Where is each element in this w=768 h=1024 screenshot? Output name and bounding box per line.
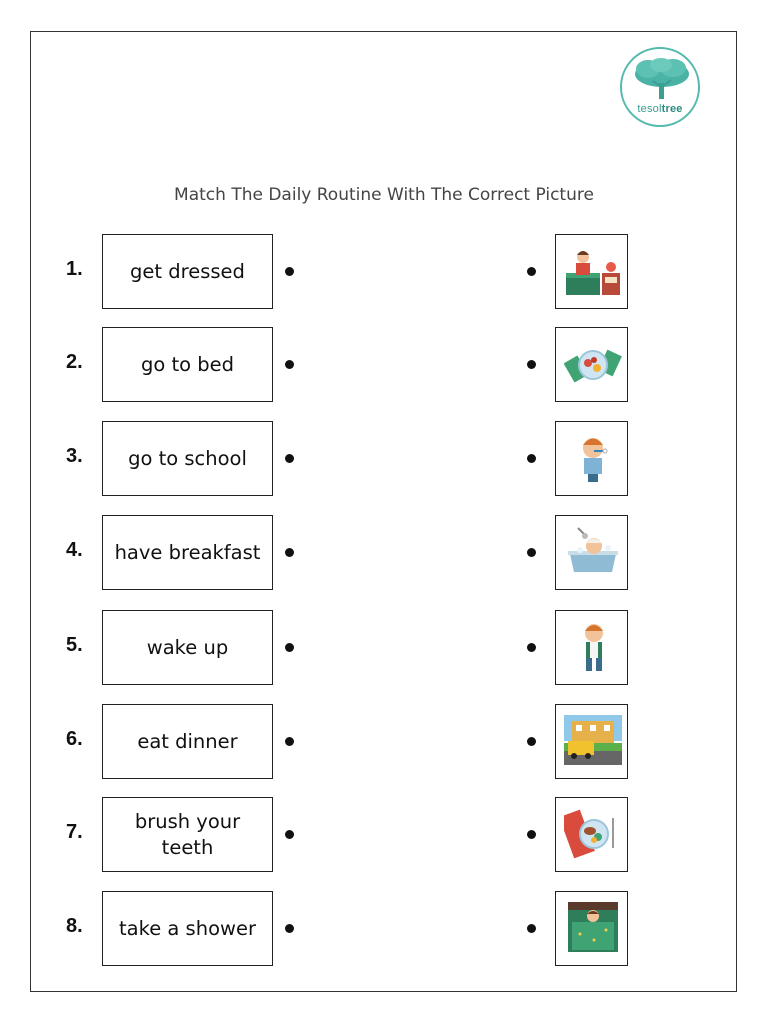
routine-picture-box bbox=[555, 421, 628, 496]
row-number: 3. bbox=[66, 445, 83, 467]
routine-phrase-box: have breakfast bbox=[102, 515, 273, 590]
right-match-dot[interactable] bbox=[527, 830, 536, 839]
row-number: 4. bbox=[66, 539, 83, 561]
match-row bbox=[0, 327, 768, 403]
row-number: 5. bbox=[66, 634, 83, 656]
row-number: 7. bbox=[66, 821, 83, 843]
routine-picture-box bbox=[555, 327, 628, 402]
routine-phrase-box: get dressed bbox=[102, 234, 273, 309]
match-row bbox=[0, 234, 768, 310]
school-bus-at-school-icon bbox=[564, 713, 622, 769]
match-row bbox=[0, 891, 768, 967]
match-row bbox=[0, 704, 768, 780]
match-row bbox=[0, 515, 768, 591]
match-row bbox=[0, 797, 768, 873]
routine-picture-box bbox=[555, 610, 628, 685]
left-match-dot[interactable] bbox=[285, 548, 294, 557]
tree-icon bbox=[633, 57, 691, 101]
match-row bbox=[0, 610, 768, 686]
right-match-dot[interactable] bbox=[527, 267, 536, 276]
left-match-dot[interactable] bbox=[285, 737, 294, 746]
routine-picture-box bbox=[555, 704, 628, 779]
match-row bbox=[0, 421, 768, 497]
right-match-dot[interactable] bbox=[527, 924, 536, 933]
row-number: 1. bbox=[66, 258, 83, 280]
left-match-dot[interactable] bbox=[285, 454, 294, 463]
row-number: 2. bbox=[66, 351, 83, 373]
routine-phrase-box: wake up bbox=[102, 610, 273, 685]
right-match-dot[interactable] bbox=[527, 643, 536, 652]
boy-sleeping-in-bed-icon bbox=[564, 900, 622, 956]
left-match-dot[interactable] bbox=[285, 643, 294, 652]
routine-phrase-box: go to school bbox=[102, 421, 273, 496]
boy-getting-dressed-icon bbox=[564, 619, 622, 675]
tesoltree-logo bbox=[620, 47, 700, 127]
logo-text: tesoltree bbox=[637, 103, 683, 115]
routine-phrase-box: brush your teeth bbox=[102, 797, 273, 872]
routine-phrase-box: eat dinner bbox=[102, 704, 273, 779]
boy-in-bathtub-shower-icon bbox=[564, 524, 622, 580]
boy-brushing-teeth-icon bbox=[564, 430, 622, 486]
routine-picture-box bbox=[555, 234, 628, 309]
breakfast-plate-icon bbox=[564, 336, 622, 392]
routine-picture-box bbox=[555, 515, 628, 590]
left-match-dot[interactable] bbox=[285, 924, 294, 933]
boy-in-bed-with-alarm-clock-icon bbox=[564, 243, 622, 299]
row-number: 6. bbox=[66, 728, 83, 750]
right-match-dot[interactable] bbox=[527, 454, 536, 463]
routine-picture-box bbox=[555, 891, 628, 966]
dinner-plate-icon bbox=[564, 806, 622, 862]
left-match-dot[interactable] bbox=[285, 360, 294, 369]
routine-phrase-box: take a shower bbox=[102, 891, 273, 966]
right-match-dot[interactable] bbox=[527, 737, 536, 746]
worksheet-title: Match The Daily Routine With The Correct Picture bbox=[174, 185, 594, 205]
row-number: 8. bbox=[66, 915, 83, 937]
routine-picture-box bbox=[555, 797, 628, 872]
left-match-dot[interactable] bbox=[285, 830, 294, 839]
right-match-dot[interactable] bbox=[527, 548, 536, 557]
left-match-dot[interactable] bbox=[285, 267, 294, 276]
right-match-dot[interactable] bbox=[527, 360, 536, 369]
routine-phrase-box: go to bed bbox=[102, 327, 273, 402]
